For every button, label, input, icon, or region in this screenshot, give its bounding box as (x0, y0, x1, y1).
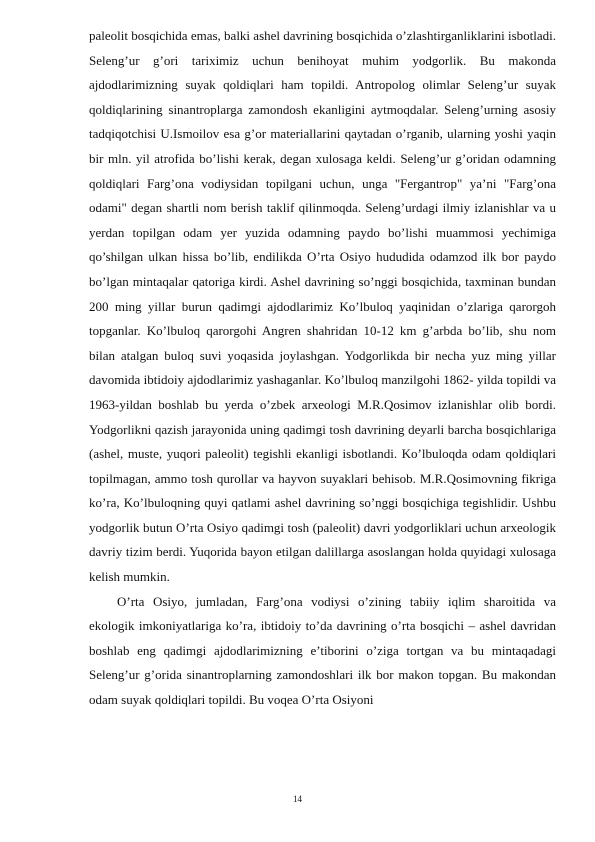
body-text (89, 24, 556, 713)
paragraph-2: O’rta Osiyo, jumladan, Farg’ona vodiysi o’zining tabiiy iqlim sharoitida va ekologik imkoniyatlariga ko’ra, ibtidoiy to’da davrining o’rta bosqichi – ashel davridan boshlab eng qadimgi ajdodlarimizning e’tiborini o’ziga tortgan va bu mintaqadagi Seleng’ur g’orida sinantroplarning zamondoshlari ilk bor makon topgan. Bu makondan odam suyak qoldiqlari topildi. Bu voqea O’rta Osiyoni (89, 593, 556, 708)
page-number: 14 (293, 794, 302, 804)
paragraph-1: paleolit bosqichida emas, balki ashel davrining bosqichida o’zlashtirganliklarini isbotladi. Seleng’ur g’ori tariximiz uchun benihoyat muhim yodgorlik. Bu makonda ajdodlarimizning suyak qoldiqlari ham topildi. Antropolog olimlar Seleng’ur suyak qoldiqlarining sinantroplarga zamondosh ekanligini aytmoqdalar. Seleng’urning asosiy tadqiqotchisi U.Ismoilov esa g’or materiallarini qaytadan o’rganib, ularning yoshi yaqin bir mln. yil atrofida bo’lishi kerak, degan xulosaga keldi. Seleng’ur g’oridan odamning qoldiqlari Farg’ona vodiysidan topilgani uchun, unga "Fergantrop" ya’ni "Farg’ona odami" degan shartli nom berish taklif qilinmoqda. Seleng’urdagi ilmiy izlanishlar va u yerdan topilgan odam yer yuzida odamning paydo bo’lishi muammosi yechimiga qo’shilgan ulkan hissa bo’lib, endilikda O’rta Osiyo hududida odamzod ilk bor paydo bo’lgan mintaqalar qatoriga kirdi. Ashel davrining so’nggi bosqichida, taxminan bundan 200 ming yillar burun qadimgi ajdodlarimiz Ko’lbuloq yaqinidan o’zlariga qarorgoh topganlar. Ko’lbuloq qarorgohi Angren shahridan 10-12 km g’arbda bo’lib, shu nom bilan atalgan buloq suvi yoqasida joylashgan. Yodgorlikda bir necha yuz ming yillar davomida ibtidoiy ajdodlarimiz yashaganlar. Ko’lbuloq manzilgohi 1862- yilda topildi va 1963-yildan boshlab bu yerda o’zbek arxeologi M.R.Qosimov izlanishlar olib bordi. Yodgorlikni qazish jarayonida uning qadimgi tosh davrining deyarli barcha bosqichlariga (ashel, muste, yuqori paleolit) tegishli ekanligi isbotlandi. Ko’lbuloqda odam qoldiqlari topilmagan, ammo tosh qurollar va hayvon suyaklari behisob. M.R.Qosimovning fikriga ko’ra, Ko’lbuloqning quyi qatlami ashel davrining so’nggi bosqichiga tegishlidir. Ushbu yodgorlik butun O’rta Osiyo qadimgi tosh (paleolit) davri yodgorliklari uchun arxeologik davriy tizim berdi. Yuqorida bayon etilgan dalillarga asoslangan holda quyidagi xulosaga kelish mumkin. (89, 28, 556, 585)
